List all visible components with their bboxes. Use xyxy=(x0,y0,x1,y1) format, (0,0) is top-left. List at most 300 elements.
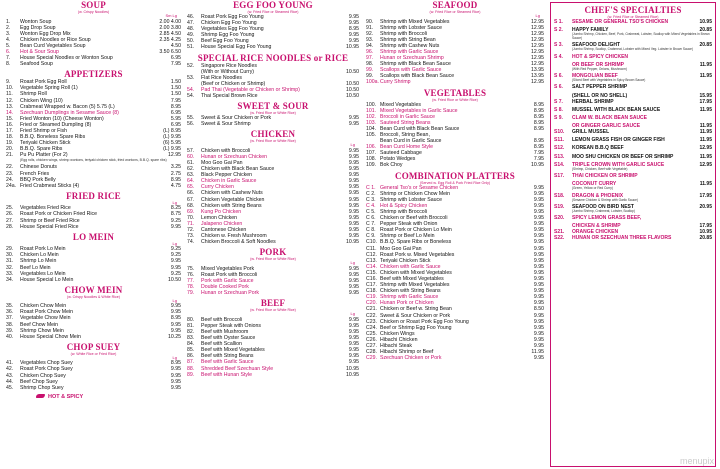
menu-section xyxy=(187,0,359,51)
special-number: S14. xyxy=(554,161,565,168)
item-price: 9.95 xyxy=(533,275,544,282)
item-number: 33. xyxy=(6,270,14,277)
item-name: Shrimp Lo Mein xyxy=(20,258,57,265)
special-name: MOO SHU CHICKEN OR BEEF OR SHRIMP xyxy=(572,153,674,160)
item-number: 24a. xyxy=(6,182,17,189)
item-price: 12.95 xyxy=(531,30,544,37)
menu-item xyxy=(6,224,181,230)
special-name: SPICY LEMON GRASS BEEF, xyxy=(572,215,642,222)
item-name: Beef with Mixed Vegetables xyxy=(380,275,444,282)
item-price: 9.95 xyxy=(533,330,544,337)
special-number: S 6. xyxy=(554,73,563,80)
item-name: Flat Rice Noodles xyxy=(201,74,242,81)
item-price: 9.95 xyxy=(533,318,544,325)
item-price: 10.50 xyxy=(168,276,181,283)
item-number: C 6. xyxy=(366,215,376,222)
item-price: 10.95 xyxy=(346,365,359,372)
special-price: 11.95 xyxy=(699,129,712,136)
special-note: (Jumbo Shrimp, Scallop, Crabmeat, Lobster with Mixed Veg. Lobster in Brown Sauce) xyxy=(572,47,694,52)
item-number: 94. xyxy=(366,42,374,49)
item-price: 9.95 xyxy=(348,290,359,297)
special-note: (Shrimp, Chicken, Beef with Vegetable) xyxy=(572,166,628,171)
item-name: Pork with Garlic Sauce xyxy=(201,278,254,284)
item-name: Chicken with String Beans xyxy=(380,288,441,295)
size-caption: Lg xyxy=(350,260,355,266)
item-price: 9.95 xyxy=(348,115,359,122)
item-price: 9.95 xyxy=(533,233,544,240)
item-name: Beef Lo Mein xyxy=(20,264,51,271)
item-number: 29. xyxy=(6,246,14,253)
item-name: Shrimp with Lobster Sauce xyxy=(380,196,442,203)
special-price: 11.95 xyxy=(699,153,712,160)
item-number: 50. xyxy=(187,38,195,45)
item-name: Hibachi Chicken xyxy=(380,336,418,343)
item-number: 37. xyxy=(6,315,14,322)
item-number: 48. xyxy=(187,26,195,33)
item-number: 6. xyxy=(6,48,11,55)
special-price: 17.95 xyxy=(699,223,712,230)
menu-item xyxy=(6,334,181,340)
item-name: Roast Pork or Chicken Lo Mein xyxy=(380,227,452,234)
item-price: 8.95 xyxy=(170,360,181,367)
item-price: 9.25 xyxy=(170,270,181,277)
item-price: 8.25 xyxy=(170,205,181,212)
item-name: Egg Drop Soup xyxy=(20,24,56,31)
item-number: 36. xyxy=(6,309,14,316)
item-number: C 7. xyxy=(366,221,376,228)
item-name: Roast Pork Egg Roll xyxy=(20,79,67,86)
special-item xyxy=(554,145,712,151)
item-price: 9.95 xyxy=(348,328,359,335)
special-price: 20.85 xyxy=(699,27,712,34)
item-name: Beef Egg Foo Young xyxy=(201,38,249,45)
item-price: 9.95 xyxy=(348,166,359,173)
item-price: 8.95 xyxy=(348,26,359,33)
section-title: SOUP xyxy=(81,0,106,10)
item-name: Teriyaki Chicken Stick xyxy=(380,257,431,264)
item-number: 91. xyxy=(366,24,374,31)
special-number: S11. xyxy=(554,137,565,144)
item-number: 23. xyxy=(6,170,14,177)
special-price: 11.95 xyxy=(699,106,712,113)
item-number: 24. xyxy=(6,176,14,183)
item-number: 49. xyxy=(187,32,195,39)
item-number: 106. xyxy=(366,144,377,151)
item-price: 10.50 xyxy=(346,93,359,100)
item-price: 9.95 xyxy=(170,384,181,391)
item-price: 10.95 xyxy=(346,239,359,246)
section-title: CHICKEN xyxy=(250,129,296,140)
item-name: Shrimp or Beef Fried Rice xyxy=(20,217,80,224)
item-number: 67. xyxy=(187,196,195,203)
item-number: 109. xyxy=(366,162,377,169)
section-title: APPETIZERS xyxy=(64,69,123,80)
special-note: (With Red Pepper, Onions, Mushroom) xyxy=(572,66,627,71)
item-price: 9.95 xyxy=(533,263,544,270)
item-price: 9.95 xyxy=(348,271,359,278)
item-name: Chicken Vegetable Chicken xyxy=(201,196,265,203)
item-number: 73. xyxy=(187,233,195,240)
item-name: Teriyaki Chicken Stick xyxy=(20,140,71,147)
special-name: HOT & SPICY CHICKEN xyxy=(572,53,629,60)
item-price: 9.95 xyxy=(348,278,359,284)
item-price: 9.95 xyxy=(533,208,544,215)
menu-section xyxy=(366,0,544,86)
menu-section xyxy=(187,53,359,100)
item-number: 39. xyxy=(6,327,14,334)
item-number: 62. xyxy=(187,166,195,173)
item-number: 101. xyxy=(366,107,377,114)
section-title: FRIED RICE xyxy=(66,190,121,201)
item-price: 9.95 xyxy=(533,215,544,222)
item-number: 4. xyxy=(6,36,11,43)
section-subtitle: (Served w. Egg Roll & Pork Fried Rice Only) xyxy=(419,180,491,185)
item-name: Chicken Egg Foo Young xyxy=(201,20,257,27)
special-price: 11.95 xyxy=(699,137,712,144)
item-price: 2.00 3.80 xyxy=(159,24,181,31)
item-number: 5. xyxy=(6,42,11,49)
item-price: 9.95 xyxy=(533,245,544,252)
item-price: 8.95 xyxy=(533,107,544,114)
item-number: 43. xyxy=(6,372,14,379)
item-price: 7.95 xyxy=(170,61,181,68)
special-number: S 2. xyxy=(554,27,563,34)
item-price: 9.95 xyxy=(348,265,359,272)
item-price: 9.95 xyxy=(348,359,359,366)
item-name: Chicken Chow Mein xyxy=(20,303,67,310)
item-name: House Special Noodles or Wonton Soup xyxy=(20,55,113,62)
item-price: 9.95 xyxy=(348,20,359,27)
item-price: 13.95 xyxy=(531,73,544,80)
item-price: 2.85 4.50 xyxy=(159,30,181,37)
item-number: 70. xyxy=(187,214,195,221)
special-number: S 3. xyxy=(554,42,563,49)
special-name: OR GINGER GARLIC SAUCE xyxy=(572,123,641,130)
special-note: (Jumbo Shrimp, Crabmeat, Lobster, Scallop) xyxy=(572,208,635,213)
item-price: 8.50 xyxy=(533,306,544,313)
item-name: Roast Pork with Broccoli xyxy=(201,271,258,278)
section-title: SEAFOOD xyxy=(432,0,478,10)
item-number: 69. xyxy=(187,208,195,215)
item-number: 61. xyxy=(187,160,195,166)
item-number: 3. xyxy=(6,30,11,37)
item-number: 88. xyxy=(187,365,195,372)
item-name: Mixed Vegetables Pork xyxy=(201,265,255,272)
item-price: 9.95 xyxy=(170,378,181,385)
item-number: 83. xyxy=(187,335,195,342)
special-number xyxy=(554,181,572,187)
item-number: 80. xyxy=(187,316,195,323)
menu-item xyxy=(187,44,359,50)
item-price: 9.95 xyxy=(348,208,359,215)
special-name: THAI CHICKEN OR SHRIMP xyxy=(572,173,638,180)
item-price: 9.95 xyxy=(170,223,181,230)
special-name: TRIPLE CROWN WITH GARLIC SAUCE xyxy=(572,161,665,168)
item-number: 27. xyxy=(6,217,14,224)
item-name: Beef with Mixed Vegetables xyxy=(201,347,265,354)
item-name: Broccoli in Garlic Sauce xyxy=(380,113,436,120)
menu-item xyxy=(187,121,359,127)
item-price: 9.95 xyxy=(170,309,181,316)
menu-item xyxy=(6,277,181,283)
special-item xyxy=(554,84,712,90)
item-number: 84. xyxy=(187,341,195,348)
item-price: 9.95 xyxy=(348,227,359,234)
item-price: 8.95 xyxy=(533,144,544,151)
special-name: (SHELL OR NO SHELL) xyxy=(572,92,628,99)
item-price: 8.95 xyxy=(533,113,544,120)
section-subtitle: (w. Fried Rice or Steamed Rice) xyxy=(247,10,299,14)
item-price: 7.95 xyxy=(533,150,544,157)
special-price: 20.95 xyxy=(699,203,712,210)
item-price: 9.95 xyxy=(170,258,181,265)
size-caption: Lg xyxy=(535,13,540,18)
size-caption: Lg xyxy=(350,311,355,317)
menu-section xyxy=(6,69,181,162)
special-name: COCONUT CURRY xyxy=(572,181,617,188)
item-number: 98. xyxy=(366,61,374,68)
legend-label: HOT & SPICY xyxy=(48,393,84,400)
menu-section xyxy=(366,88,544,169)
item-name: Chicken with Cashew Nuts xyxy=(201,190,263,197)
special-item xyxy=(554,19,712,25)
item-number: 25. xyxy=(6,205,14,212)
section-subtitle: (w. Fried Rice or White Rice) xyxy=(250,139,296,144)
item-price: 9.95 xyxy=(348,172,359,179)
item-price: 9.95 xyxy=(533,190,544,197)
menu-column-2 xyxy=(187,0,359,469)
menu-item xyxy=(366,162,544,168)
section-title: EGG FOO YOUNG xyxy=(233,0,313,10)
item-number: 79. xyxy=(187,290,195,297)
item-name: Chicken or Roast Pork Egg Foo Young xyxy=(380,318,469,325)
item-name: Wonton Egg Drop Mix xyxy=(20,30,71,37)
item-number: 64. xyxy=(187,178,195,185)
item-price: 9.95 xyxy=(533,239,544,246)
item-price: 7.95 xyxy=(170,97,181,104)
item-name: Chicken with Broccoli xyxy=(201,147,251,154)
section-subtitle: (w. Fried Rice or White Rice) xyxy=(250,308,296,313)
item-price: 10.50 xyxy=(346,86,359,93)
item-name: Thai Special Brown Rice xyxy=(201,93,258,100)
item-price: 9.95 xyxy=(348,316,359,323)
menu-section xyxy=(6,191,181,230)
item-name: Beef with Hunan Style xyxy=(201,371,253,378)
special-name: SALT PEPPER SHRIMP xyxy=(572,84,628,91)
item-price: 9.95 xyxy=(348,233,359,240)
item-number: C27. xyxy=(366,343,377,349)
item-price: 8.95 xyxy=(533,119,544,126)
special-number: S19. xyxy=(554,203,565,210)
item-name: Beef Chow Mein xyxy=(20,321,59,328)
item-name: Roast Pork or Chicken Fried Rice xyxy=(20,211,97,218)
menu-item xyxy=(187,290,359,296)
item-number: C10. xyxy=(366,239,377,246)
item-name: Roast Pork Chow Mein xyxy=(20,309,74,316)
item-price: 6.95 xyxy=(170,121,181,128)
item-name: Singapore Rice Noodles xyxy=(201,62,257,69)
item-number: C29. xyxy=(366,355,377,362)
item-name: House Special Lo Mein xyxy=(20,276,74,283)
special-price: 20.85 xyxy=(699,42,712,49)
item-name: Hunan or Szechuan Pork xyxy=(201,290,259,297)
item-price: 10.25 xyxy=(168,333,181,340)
item-number: 74. xyxy=(187,239,195,246)
special-name: ORANGE CHICKEN xyxy=(572,229,619,236)
item-number: 81. xyxy=(187,322,195,329)
item-name: B.B.Q. Spare Ribs or Boneless xyxy=(380,239,452,246)
item-number: C19. xyxy=(366,294,377,301)
special-price: 12.95 xyxy=(699,145,712,152)
special-number: S17. xyxy=(554,173,565,180)
item-number: C 9. xyxy=(366,233,376,240)
section-title: VEGETABLES xyxy=(423,87,487,98)
item-price: 9.95 xyxy=(348,353,359,360)
section-title: LO MEIN xyxy=(72,231,115,242)
item-number: 102. xyxy=(366,113,377,120)
item-name: Shrimp with Cashew Nuts xyxy=(380,42,440,49)
item-price: 1.50 xyxy=(170,79,181,86)
special-name: CLAM W. BLACK BEAN SAUCE xyxy=(572,114,647,121)
special-price: 11.95 xyxy=(699,181,712,188)
item-number: 1. xyxy=(6,18,11,25)
item-name: Chicken Broccoli & Soft Noodles xyxy=(201,239,276,246)
item-name: B.B.Q. Spare Ribs xyxy=(20,146,63,153)
item-number: 40. xyxy=(6,333,14,340)
item-number: 46. xyxy=(187,14,195,20)
item-number: 107. xyxy=(366,150,377,157)
item-price: 12.95 xyxy=(531,18,544,25)
special-price: 10.95 xyxy=(699,229,712,236)
menu-column-3 xyxy=(366,0,544,469)
item-number: 8. xyxy=(6,61,11,68)
item-price: (L) 9.95 xyxy=(163,146,181,153)
special-number: S 9. xyxy=(554,114,563,121)
item-price: 12.95 xyxy=(168,152,181,159)
item-number: 72. xyxy=(187,227,195,234)
item-price: 11.95 xyxy=(531,349,544,356)
item-price: 9.95 xyxy=(533,288,544,295)
item-price: 9.95 xyxy=(170,327,181,334)
section-subtitle: (w. Fried Rice or White Rice) xyxy=(250,111,296,116)
special-note: (Green, Yellow or Red Curry) xyxy=(572,186,613,191)
item-number: 21. xyxy=(6,152,14,159)
item-price: 10.95 xyxy=(346,44,359,51)
item-price: 9.95 xyxy=(533,336,544,343)
section-title: PORK xyxy=(259,247,287,258)
item-name: Pu Pu Platter (For 2) xyxy=(20,152,68,159)
item-price: 9.95 xyxy=(533,184,544,191)
item-name: Beef with Broccoli xyxy=(201,316,243,323)
item-name: Chicken in Garlic Sauce xyxy=(201,178,257,185)
item-price: 9.95 xyxy=(533,227,544,234)
item-number: 97. xyxy=(366,55,374,62)
special-name: HUNAN OR SZECHUAN THREE FLAVORS xyxy=(572,235,672,242)
item-number: 103. xyxy=(366,119,377,126)
item-name: Shrimp with Broccoli xyxy=(380,30,427,37)
special-name: MUSSEL WITH BLACK BEAN SAUCE xyxy=(572,106,661,113)
item-name: Sauteed Cabbage xyxy=(380,150,422,157)
item-number: 9. xyxy=(6,79,11,86)
item-number: 63. xyxy=(187,172,195,179)
menu-item xyxy=(187,93,359,99)
item-price: 9.95 xyxy=(533,257,544,264)
section-subtitle: (w. Fried Rice or White Rice) xyxy=(250,257,296,262)
item-price: 12.95 xyxy=(531,55,544,62)
item-name: Shrimp with Black Bean Sauce xyxy=(380,61,451,68)
section-subtitle: (w. Crispy Noodles) xyxy=(77,10,110,14)
item-number: C14. xyxy=(366,263,377,270)
item-number: C24. xyxy=(366,324,377,331)
item-number: 30. xyxy=(6,252,14,259)
item-name: House Special Chow Mein xyxy=(20,333,81,340)
item-number: 100. xyxy=(366,101,377,108)
item-name: Hot & Spicy Chicken xyxy=(380,202,428,209)
menu-item xyxy=(187,372,359,378)
item-price: 1.50 xyxy=(170,91,181,98)
item-name: Double Cooked Pork xyxy=(201,284,249,291)
item-price: 9.95 xyxy=(533,196,544,203)
item-name: Shrimp with Mixed Vegetables xyxy=(380,282,450,289)
item-number: C21. xyxy=(366,306,377,313)
item-name: Shrimp Roll xyxy=(20,91,47,98)
item-number: 89. xyxy=(187,371,195,378)
section-subtitle: (w. Fried Rice or Steamed Rice) xyxy=(429,10,481,14)
item-name: Fried Shrimp or Fish xyxy=(20,128,67,134)
item-price: 6.95 xyxy=(170,109,181,116)
item-name: Beef Chop Suey xyxy=(20,378,58,385)
special-price: 17.95 xyxy=(699,192,712,199)
special-item xyxy=(554,115,712,121)
special-note: (Sesame Chicken & Shrimp with Garlic Sauce) xyxy=(572,197,638,202)
item-price: 9.95 xyxy=(348,184,359,191)
item-number: 10. xyxy=(6,85,14,92)
specials-subtitle: (w. Fried Rice or Steamed Rice) xyxy=(607,15,659,19)
item-number: 19. xyxy=(6,140,14,147)
item-name: Chicken or Beef with Broccoli xyxy=(380,215,448,222)
item-name: Bean Curd in Garlic Sauce xyxy=(380,138,442,145)
item-price: 9.95 xyxy=(348,284,359,291)
item-price: 9.95 xyxy=(533,312,544,319)
item-price: 1.50 xyxy=(170,85,181,92)
item-number: 17. xyxy=(6,128,14,134)
item-price: 8.95 xyxy=(170,315,181,322)
item-price: 9.95 xyxy=(348,196,359,203)
special-name: SESAME OR GENERAL TSO'S CHICKEN xyxy=(572,19,669,25)
special-price: 11.95 xyxy=(699,61,712,68)
item-number: 78. xyxy=(187,284,195,291)
item-name: Beef with Scallion xyxy=(201,341,242,348)
item-price: 9.95 xyxy=(348,341,359,348)
special-number: S 4. xyxy=(554,53,563,60)
item-name: Moo Goo Gai Pan xyxy=(380,245,422,252)
menu-item xyxy=(366,355,544,361)
item-name: House Special Egg Foo Young xyxy=(201,44,272,51)
item-price: 9.95 xyxy=(533,324,544,331)
item-price: 12.95 xyxy=(531,24,544,31)
item-price: 2.00 4.00 xyxy=(159,18,181,25)
item-number: 32. xyxy=(6,264,14,271)
item-number: C 1. xyxy=(366,184,376,191)
item-number: C22. xyxy=(366,312,377,319)
item-number: 2. xyxy=(6,24,11,31)
menu-section xyxy=(6,285,181,340)
menu-section xyxy=(6,164,181,188)
item-price: 2.35 4.25 xyxy=(159,36,181,43)
item-price: 9.95 xyxy=(348,38,359,45)
item-number: 71. xyxy=(187,220,195,227)
item-number: 22. xyxy=(6,164,14,171)
